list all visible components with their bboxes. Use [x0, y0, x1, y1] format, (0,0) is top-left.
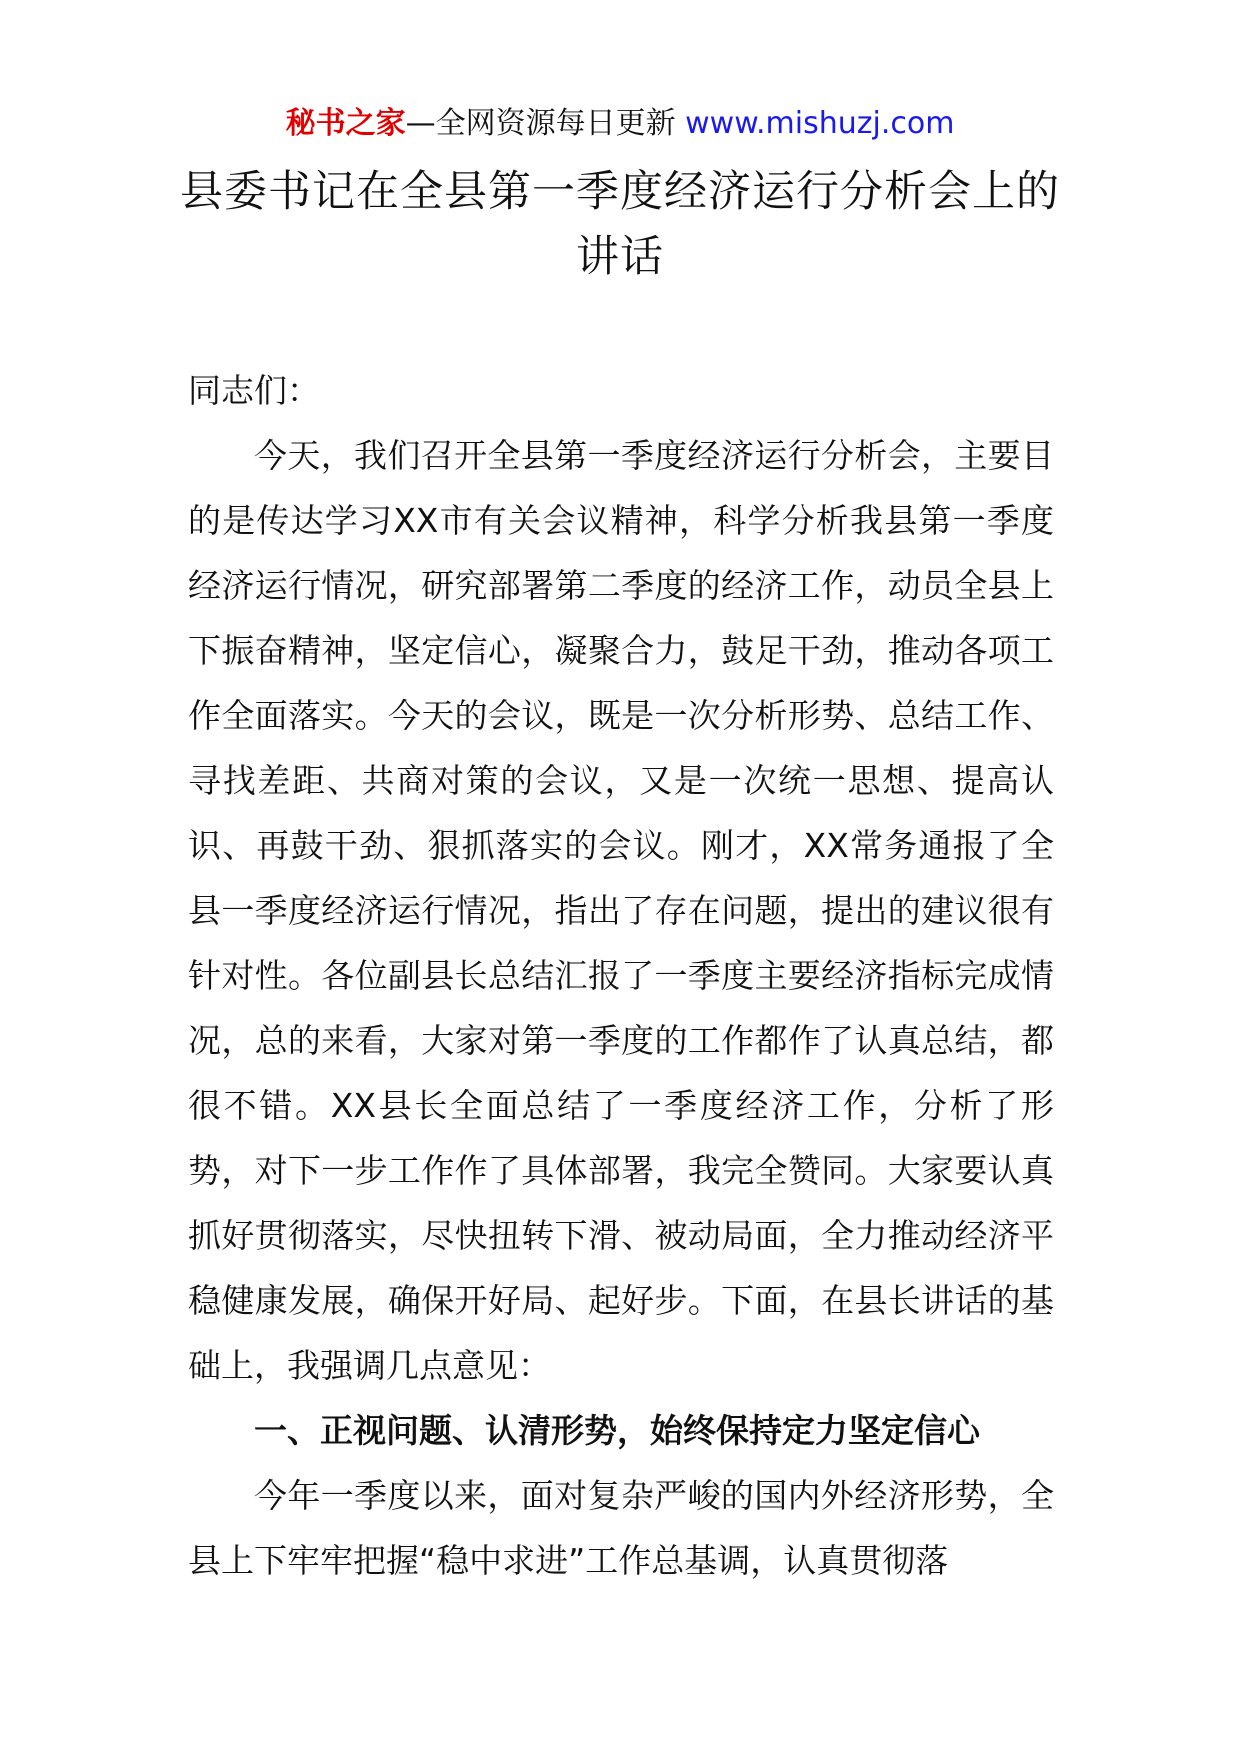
section-heading: 一、正视问题、认清形势，始终保持定力坚定信心: [254, 1411, 980, 1450]
paragraph-intro: 今天，我们召开全县第一季度经济运行分析会，主要目的是传达学习XX市有关会议精神，科学分析我县第一季度经济运行情况，研究部署第二季度的经济工作，动员全县上下振奋精神，坚定信心，凝聚合力，鼓足干劲，推动各项工作全面落实。今天的会议，既是一次分析形势、总结工作、寻找差距、共商对策的会议，又是一次统一思想、提高认识、再鼓干劲、狠抓落实的会议。刚才，XX常务通报了全县一季度经济运行情况，指出了存在问题，提出的建议很有针对性。各位副县长总结汇报了一季度主要经济指标完成情况，总的来看，大家对第一季度的工作都作了认真总结，都很不错。XX县长全面总结了一季度经济工作，分析了形势，对下一步工作作了具体部署，我完全赞同。大家要认真抓好贯彻落实，尽快扭转下滑、被动局面，全力推动经济平稳健康发展，确保开好局、起好步。下面，在县长讲话的基础上，我强调几点意见：: [188, 436, 1054, 1385]
site-header: [0, 104, 1240, 144]
document-title: 县委书记在全县第一季度经济运行分析会上的讲话: [180, 167, 1060, 282]
section-paragraph: 今年一季度以来，面对复杂严峻的国内外经济形势，全县上下牢牢把握“稳中求进”工作总基调，认真贯彻落: [188, 1476, 1054, 1580]
header-tagline: —全网资源每日更新: [405, 106, 676, 141]
document-body: [188, 358, 1054, 1593]
site-url-link[interactable]: www.mishuzj.com: [685, 106, 955, 141]
brand-name: 秘书之家: [285, 106, 406, 141]
salutation: 同志们：: [188, 371, 320, 410]
